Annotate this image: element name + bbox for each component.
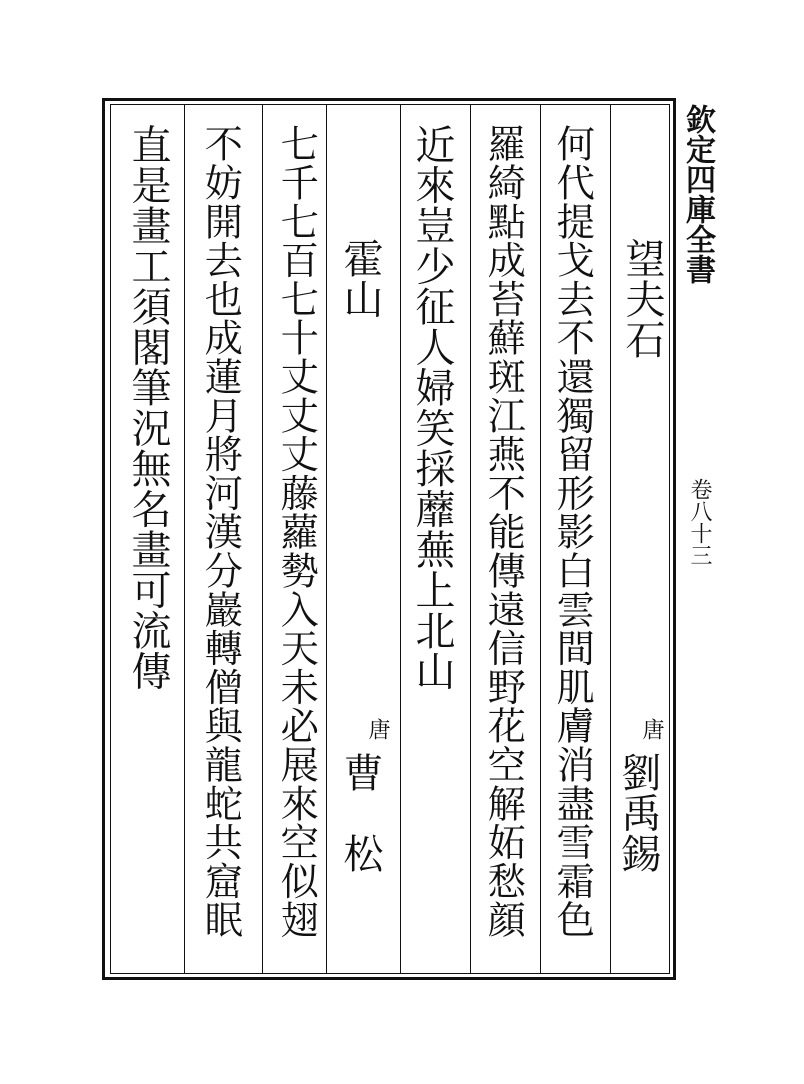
poem-title: 霍山 (337, 238, 383, 319)
column-divider (540, 105, 541, 973)
column-divider (184, 105, 185, 973)
book-title: 欽定四庫全書 (680, 104, 715, 284)
poem-line: 近來豈少征人婦笑採蘼蕪上北山 (409, 124, 455, 691)
column-divider (400, 105, 401, 973)
poem-line: 七千七百七十丈丈丈藤蘿勢入天未必展來空似翅 (273, 124, 319, 939)
poem-line: 不妨開去也成蓮月將河漢分巖轉僧與龍蛇共窟眠 (197, 124, 243, 939)
dynasty: 唐 (639, 718, 664, 740)
poem-line: 直是畫工須閣筆況無名畫可流傳 (125, 124, 171, 691)
author: 劉禹錫 (615, 752, 661, 874)
column-divider (326, 105, 327, 973)
author: 曹 松 (337, 752, 383, 874)
poem-title: 望夫石 (619, 238, 665, 360)
column-divider (470, 105, 471, 973)
poem-line: 羅綺點成苔蘚斑江燕不能傳遠信野花空解妬愁顔 (480, 124, 526, 939)
volume-number: 卷八十三 (687, 478, 712, 566)
column-divider (262, 105, 263, 973)
dynasty: 唐 (365, 718, 390, 740)
poem-line: 何代提戈去不還獨留形影白雲間肌膚消盡雪霜色 (549, 124, 595, 939)
column-divider (610, 105, 611, 973)
margin-strip (676, 98, 722, 980)
